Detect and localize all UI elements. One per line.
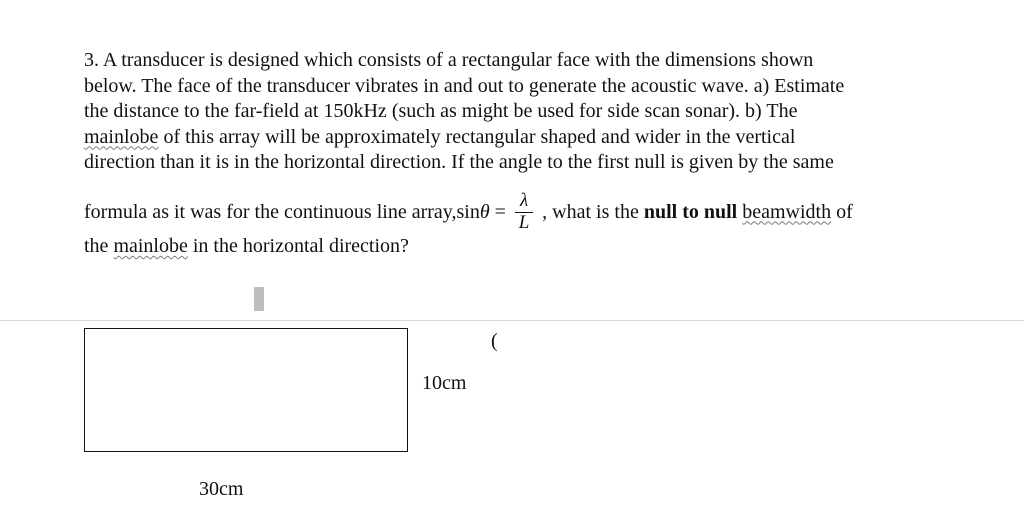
problem-line-1: 3. A transducer is designed which consists of a rectangular face with the dimensions shown <box>84 49 814 71</box>
problem-line-5: direction than it is in the horizontal direction. If the angle to the first null is given by the same <box>84 151 834 173</box>
text-cursor <box>254 287 264 311</box>
formula-bold-null-to-null: null to null <box>643 200 738 223</box>
transducer-face-rectangle <box>84 328 408 452</box>
problem-line-4-rest: of this array will be approximately rectangular shaped and wider in the vertical <box>158 125 796 148</box>
formula-sin: sin <box>456 200 480 223</box>
formula-theta: θ <box>479 200 490 223</box>
last-line-pre: the <box>84 235 114 257</box>
stray-parenthesis: ( <box>491 330 498 352</box>
spellcheck-word-mainlobe[interactable]: mainlobe <box>84 125 159 148</box>
problem-last-line <box>84 235 409 258</box>
fraction-numerator-lambda: λ <box>515 192 533 213</box>
height-label: 10cm <box>422 372 467 394</box>
formula-fraction <box>515 192 533 232</box>
fraction-denominator-L: L <box>518 212 530 233</box>
problem-line-4 <box>84 125 984 151</box>
formula-after: , what is the <box>537 200 644 223</box>
spellcheck-word-beamwidth[interactable]: beamwidth <box>742 200 832 223</box>
problem-line-3: the distance to the far-field at 150kHz (such as might be used for side scan sonar). b) The <box>84 100 798 122</box>
formula-equals: = <box>489 200 511 223</box>
spellcheck-word-mainlobe-2[interactable]: mainlobe <box>113 235 188 257</box>
problem-line-2: below. The face of the transducer vibrates in and out to generate the acoustic wave. a) Estimate <box>84 74 845 97</box>
problem-paragraph <box>84 48 984 176</box>
formula-line <box>84 192 853 232</box>
formula-of: of <box>831 200 853 223</box>
width-label: 30cm <box>199 478 244 500</box>
formula-prefix: formula as it was for the continuous line array, <box>84 200 457 223</box>
page-break-divider <box>0 320 1024 321</box>
last-line-post: in the horizontal direction? <box>187 235 409 257</box>
